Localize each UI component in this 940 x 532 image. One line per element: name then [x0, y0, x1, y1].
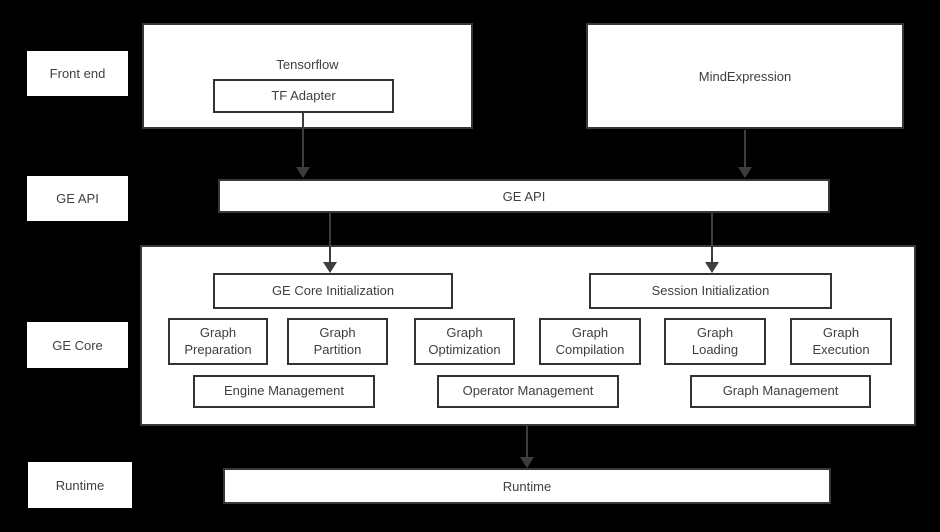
- arrow-down-icon: [520, 457, 534, 468]
- layer-label-runtime: Runtime: [28, 462, 132, 508]
- mindexpression-title: MindExpression: [698, 68, 792, 84]
- graph-compilation-label: Graph Compilation: [555, 324, 625, 357]
- graph-partition-box: [287, 318, 388, 365]
- layer-label-ge-core: GE Core: [27, 322, 128, 368]
- operator-management-box: [437, 375, 619, 408]
- graph-execution-label: Graph Execution: [812, 324, 870, 357]
- arrow-ge-core-to-runtime: [520, 426, 534, 468]
- arrow-shaft: [329, 213, 331, 262]
- graph-partition-label: Graph Partition: [313, 324, 362, 357]
- mindexpression-box: [586, 23, 904, 129]
- session-initialization-label: Session Initialization: [651, 282, 770, 298]
- graph-management-label: Graph Management: [722, 383, 839, 399]
- layer-label-front-end: Front end: [27, 51, 128, 96]
- engine-management-label: Engine Management: [224, 383, 344, 399]
- graph-preparation-label: Graph Preparation: [184, 324, 252, 357]
- graph-loading-box: [664, 318, 766, 365]
- arrow-down-icon: [705, 262, 719, 273]
- tensorflow-title: Tensorflow: [276, 57, 339, 72]
- graph-loading-label: Graph Loading: [691, 324, 739, 357]
- arrow-ge-api-to-ge-core-initialization: [323, 213, 337, 273]
- arrow-down-icon: [738, 167, 752, 178]
- arrow-down-icon: [323, 262, 337, 273]
- session-initialization-box: [589, 273, 832, 309]
- arrow-down-icon: [296, 167, 310, 178]
- arrow-ge-api-to-session-initialization: [705, 213, 719, 273]
- arrow-tf-adapter-to-ge-api: [296, 113, 310, 178]
- graph-management-box: [690, 375, 871, 408]
- arrow-mindexpression-to-ge-api: [738, 130, 752, 178]
- tf-adapter-box: [213, 79, 394, 113]
- layer-label-ge-api: GE API: [27, 176, 128, 221]
- runtime-bar: [223, 468, 831, 504]
- arrow-shaft: [711, 213, 713, 262]
- arrow-shaft: [526, 426, 528, 457]
- arrow-shaft: [744, 130, 746, 167]
- ge-core-box: [140, 245, 916, 426]
- runtime-label: Runtime: [502, 478, 552, 494]
- engine-management-box: [193, 375, 375, 408]
- graph-optimization-box: [414, 318, 515, 365]
- arrow-shaft: [302, 113, 304, 167]
- graph-execution-box: [790, 318, 892, 365]
- operator-management-label: Operator Management: [462, 383, 594, 399]
- graph-compilation-box: [539, 318, 641, 365]
- ge-api-label: GE API: [502, 188, 546, 204]
- ge-api-bar: [218, 179, 830, 213]
- graph-preparation-box: [168, 318, 268, 365]
- ge-core-initialization-label: GE Core Initialization: [271, 282, 395, 298]
- tf-adapter-label: TF Adapter: [271, 87, 336, 103]
- ge-core-initialization-box: [213, 273, 453, 309]
- graph-optimization-label: Graph Optimization: [428, 324, 501, 357]
